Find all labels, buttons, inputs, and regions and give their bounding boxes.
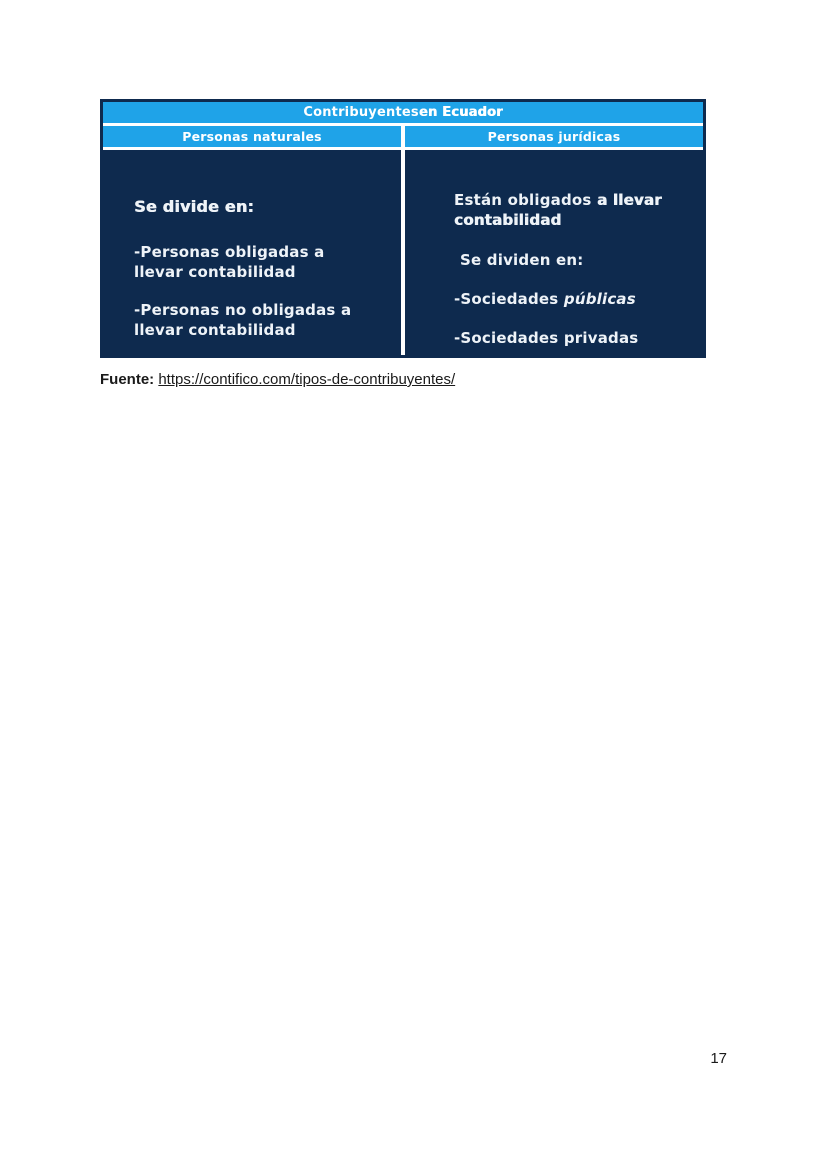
column-header-personas-naturales: Personas naturales: [103, 126, 401, 147]
left-cell-heading: Se divide en:: [134, 197, 254, 216]
right-cell-item-publicas-italic: públicas: [563, 290, 636, 308]
cell-personas-juridicas: [405, 150, 703, 355]
column-header-personas-juridicas: Personas jurídicas: [405, 126, 703, 147]
right-cell-item-publicas: [454, 289, 695, 309]
table-header-row: [103, 126, 703, 147]
contribuyentes-figure: [100, 99, 706, 358]
left-cell-item-obligadas: -Personas obligadas a llevar contabilidad: [134, 243, 325, 281]
table-title-bar: [103, 102, 703, 123]
right-cell-intro-bold: a llevar contabilidad: [454, 191, 662, 229]
right-cell-item-publicas-prefix: -Sociedades: [454, 290, 559, 308]
table-title-bold: en Ecuador: [418, 105, 503, 120]
cell-personas-naturales: [103, 150, 401, 355]
right-cell-heading: Se dividen en:: [460, 251, 584, 269]
right-cell-item-privadas: -Sociedades privadas: [454, 329, 639, 347]
contribuyentes-table: [100, 99, 706, 358]
source-line: [100, 371, 455, 388]
right-cell-intro: [454, 190, 695, 230]
source-url-link[interactable]: https://contifico.com/tipos-de-contribuyentes/: [158, 371, 456, 388]
right-cell-intro-regular: Están obligados: [454, 191, 592, 209]
table-body-row: [103, 150, 703, 355]
source-label: Fuente:: [100, 371, 155, 388]
table-title-regular: Contribuyentes: [303, 105, 419, 120]
page-number: 17: [710, 1050, 727, 1067]
left-cell-item-no-obligadas: -Personas no obligadas a llevar contabilidad: [134, 301, 352, 339]
